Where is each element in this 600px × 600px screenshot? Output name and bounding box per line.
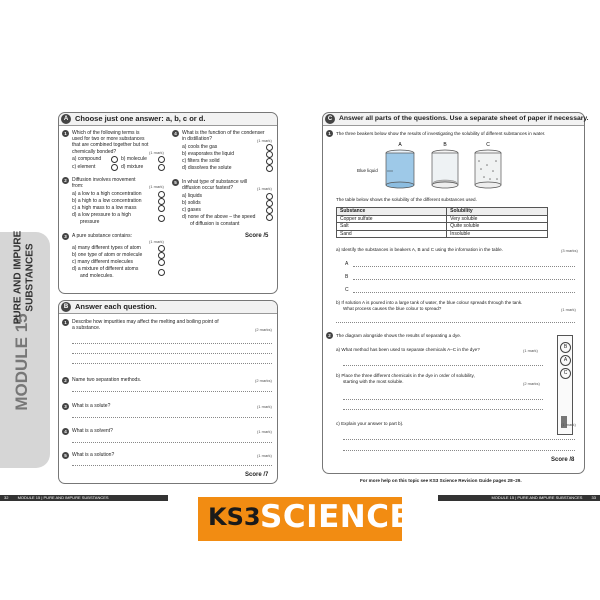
c-q1-answer-a[interactable]: [353, 266, 575, 267]
blue-liquid-label: Blue liquid: [357, 168, 378, 173]
a-q5-opt-a: a) liquids: [182, 193, 203, 199]
a-q2-opt-c: c) a high mass to a low mass: [72, 205, 137, 211]
c-q2-part-c-answer-1[interactable]: [343, 439, 575, 440]
table-row: Copper sulfate Very soluble: [337, 215, 548, 223]
a-q3-opt-d-cont: and molecules.: [80, 273, 114, 279]
table-row: Salt Quite soluble: [337, 223, 548, 231]
table-row: Sand Insoluble: [337, 230, 548, 238]
help-text: For more help on this topic see KS3 Science Revision Guide pages 28–29.: [360, 478, 522, 483]
chromatography-spot-a: A: [560, 355, 571, 366]
a-q3-radio-a[interactable]: [158, 245, 165, 252]
a-q3-opt-b: b) one type of atom or molecule: [72, 252, 143, 258]
table-header-substance: Substance: [337, 208, 447, 216]
a-q4-radio-a[interactable]: [266, 144, 273, 151]
a-q2-number: 2: [62, 177, 69, 184]
a-q2-opt-b: b) a high to a low concentration: [72, 198, 142, 204]
section-a-title: Choose just one answer: a, b, c or d.: [75, 114, 206, 123]
b-q4-answer-line[interactable]: [72, 442, 272, 443]
chromatography-paper: [557, 335, 573, 435]
c-q2-part-c-answer-2[interactable]: [343, 450, 575, 451]
a-q1-radio-c[interactable]: [111, 164, 118, 171]
section-a-score: Score /5: [245, 233, 269, 239]
c-q2-part-b-answer-2[interactable]: [343, 409, 543, 410]
c-q2-part-b-answer-1[interactable]: [343, 399, 543, 400]
b-q2-text: Name two separation methods.: [72, 377, 142, 383]
b-q4-marks: (1 mark): [257, 429, 272, 434]
a-q1-opt-b: b) molecule: [121, 156, 147, 162]
section-b-title: Answer each question.: [75, 302, 157, 311]
a-q4-number: 4: [172, 130, 179, 137]
c-q2-number: 2: [326, 332, 333, 339]
chromatography-spot-c: C: [560, 368, 571, 379]
a-q1-opt-a: a) compound: [72, 156, 102, 162]
beaker-b-label: B: [443, 142, 447, 148]
a-q5-number: 5: [172, 179, 179, 186]
a-q1-number: 1: [62, 130, 69, 137]
footer-right-label: MODULE 15 | PURE AND IMPURE SUBSTANCES: [491, 495, 583, 500]
c-q1-part-b: b) If solution A is poured into a large tank of water, the blue colour spreads through the tank. What process causes the blue colour to spread?: [336, 300, 523, 312]
beaker-c: [475, 150, 501, 188]
section-c-title: Answer all parts of the questions. Use a separate sheet of paper if necessary.: [339, 115, 589, 122]
a-q2-radio-a[interactable]: [158, 191, 165, 198]
a-q4-radio-b[interactable]: [266, 151, 273, 158]
a-q5-radio-b[interactable]: [266, 200, 273, 207]
table-header-solubility: Solubility: [447, 208, 548, 216]
section-b-badge: B: [61, 302, 71, 312]
c-q1-part-b-marks: (1 mark): [561, 307, 576, 312]
b-q3-answer-line[interactable]: [72, 417, 272, 418]
c-q2-part-b: b) Place the three different chemicals in the dye in order of solubility, starting with the most soluble.: [336, 373, 475, 385]
a-q5-marks: (1 mark): [257, 186, 272, 191]
a-q1-opt-d: d) mixture: [121, 164, 144, 170]
solubility-table: [336, 207, 548, 238]
a-q3-text: A pure substance contains:: [72, 233, 133, 239]
b-q3-text: What is a solute?: [72, 403, 111, 409]
a-q4-radio-d[interactable]: [266, 165, 273, 172]
beaker-c-label: C: [486, 142, 490, 148]
a-q4-opt-a: a) cools the gas: [182, 144, 218, 150]
b-q2-answer-line[interactable]: [72, 391, 272, 392]
c-q2-part-a-marks: (1 mark): [523, 348, 538, 353]
a-q5-opt-d: d) none of the above – the speed: [182, 214, 256, 220]
a-q2-radio-d[interactable]: [158, 215, 165, 222]
footer-left: [0, 495, 168, 501]
b-q1-text: Describe how impurities may affect the melting and boiling point of a substance.: [72, 319, 219, 332]
table-intro: The table below shows the solubility of the different substances used.: [336, 197, 477, 202]
b-q5-number: 5: [62, 452, 69, 459]
c-q2-part-c-marks: (1 mark): [561, 422, 576, 427]
b-q4-number: 4: [62, 428, 69, 435]
b-q5-text: What is a solution?: [72, 452, 115, 458]
a-q3-radio-c[interactable]: [158, 259, 165, 266]
b-q1-answer-line-1[interactable]: [72, 343, 272, 344]
answer-label-b: B: [345, 274, 349, 280]
c-q2-part-a: a) What method has been used to separate chemicals A–C in the dye?: [336, 347, 480, 352]
section-c-header: [323, 113, 589, 126]
a-q1-marks: (1 mark): [149, 150, 164, 155]
c-q2-part-b-marks: (2 marks): [523, 381, 540, 386]
a-q3-radio-d[interactable]: [158, 269, 165, 276]
c-q1-answer-c[interactable]: [353, 292, 575, 293]
section-c: [322, 112, 589, 474]
answer-label-a: A: [345, 261, 349, 267]
brand-word: SCIENCE: [260, 499, 412, 535]
a-q1-radio-d[interactable]: [158, 164, 165, 171]
b-q2-number: 2: [62, 377, 69, 384]
beaker-b: [432, 150, 458, 188]
section-c-score: Score /8: [551, 457, 575, 463]
c-q2-part-a-answer[interactable]: [343, 365, 543, 366]
brand-prefix: KS3: [208, 503, 261, 531]
b-q3-marks: (1 mark): [257, 404, 272, 409]
c-q1-text: The three beakers below show the results of investigating the solubility of different substances in water.: [336, 131, 546, 136]
a-q2-marks: (1 mark): [149, 184, 164, 189]
a-q3-radio-b[interactable]: [158, 252, 165, 259]
footer-right: [438, 495, 600, 501]
b-q1-answer-line-2[interactable]: [72, 353, 272, 354]
a-q3-opt-c: c) many different molecules: [72, 259, 134, 265]
b-q5-answer-line[interactable]: [72, 465, 272, 466]
a-q3-number: 3: [62, 233, 69, 240]
section-a: [58, 112, 278, 294]
a-q5-radio-a[interactable]: [266, 193, 273, 200]
a-q5-text: In what type of substance will diffusion occur fastest?: [182, 179, 248, 192]
b-q4-text: What is a solvent?: [72, 428, 113, 434]
a-q4-opt-c: c) filters the solid: [182, 158, 220, 164]
a-q1-radio-a[interactable]: [111, 156, 118, 163]
c-q1-number: 1: [326, 130, 333, 137]
b-q1-marks: (2 marks): [255, 327, 272, 332]
beaker-a: [386, 150, 414, 188]
a-q5-radio-d[interactable]: [266, 214, 273, 221]
a-q5-opt-c: c) gases: [182, 207, 201, 213]
c-q2-part-c: c) Explain your answer to part b).: [336, 421, 404, 426]
c-q1-answer-b[interactable]: [353, 279, 575, 280]
beakers-diagram: [363, 139, 513, 193]
a-q4-opt-d: d) dissolves the solute: [182, 165, 232, 171]
c-q1-part-a: a) Identify the substances in beakers A, B and C using the information in the table.: [336, 247, 504, 252]
b-q3-number: 3: [62, 403, 69, 410]
section-b-score: Score /7: [245, 472, 269, 478]
c-q1-part-a-marks: (3 marks): [561, 248, 578, 253]
module-side-tab: [0, 232, 50, 468]
a-q4-marks: (1 mark): [257, 138, 272, 143]
a-q4-radio-c[interactable]: [266, 158, 273, 165]
footer-left-page: 32: [4, 495, 9, 500]
b-q1-answer-line-3[interactable]: [72, 363, 272, 364]
section-a-header: [59, 113, 277, 126]
section-b-header: [59, 301, 277, 314]
a-q5-opt-b: b) solids: [182, 200, 201, 206]
a-q4-text: What is the function of the condenser in distillation?: [182, 130, 265, 143]
a-q2-text: Diffusion involves movement from:: [72, 177, 136, 190]
a-q3-opt-a: a) many different types of atom: [72, 245, 141, 251]
section-c-badge: C: [325, 114, 335, 124]
a-q3-marks: (1 mark): [149, 239, 164, 244]
a-q5-opt-d-cont: of diffusion is constant: [190, 221, 240, 227]
b-q2-marks: (2 marks): [255, 378, 272, 383]
side-tab-topic-2: SUBSTANCES: [24, 243, 36, 312]
b-q5-marks: (1 mark): [257, 453, 272, 458]
footer-left-label: MODULE 15 | PURE AND IMPURE SUBSTANCES: [17, 495, 109, 500]
c-q2-text: The diagram alongside shows the results of separating a dye.: [336, 333, 462, 338]
b-q1-number: 1: [62, 319, 69, 326]
a-q2-radio-b[interactable]: [158, 198, 165, 205]
a-q2-opt-a: a) a low to a high concentration: [72, 191, 142, 197]
a-q1-text: Which of the following terms is used for two or more substances that are combined together but not chemically bonded?: [72, 130, 149, 155]
a-q1-opt-c: c) element: [72, 164, 96, 170]
beaker-a-label: A: [398, 142, 402, 148]
chromatography-spot-b: B: [560, 342, 571, 353]
a-q2-opt-d-cont: pressure: [80, 219, 100, 225]
side-tab-module: MODULE 15: [12, 313, 31, 411]
footer-right-page: 33: [591, 495, 596, 500]
c-q1-part-b-answer[interactable]: [336, 322, 575, 323]
a-q5-radio-c[interactable]: [266, 207, 273, 214]
a-q3-opt-d: d) a mixture of different atoms: [72, 266, 139, 272]
a-q4-opt-b: b) evaporates the liquid: [182, 151, 234, 157]
section-b: [58, 300, 278, 484]
brand-banner: [198, 497, 412, 541]
answer-label-c: C: [345, 287, 349, 293]
a-q1-radio-b[interactable]: [158, 156, 165, 163]
a-q2-radio-c[interactable]: [158, 205, 165, 212]
side-tab-topic-1: PURE AND IMPURE: [12, 230, 24, 325]
a-q2-opt-d: d) a low pressure to a high: [72, 212, 131, 218]
section-a-badge: A: [61, 114, 71, 124]
